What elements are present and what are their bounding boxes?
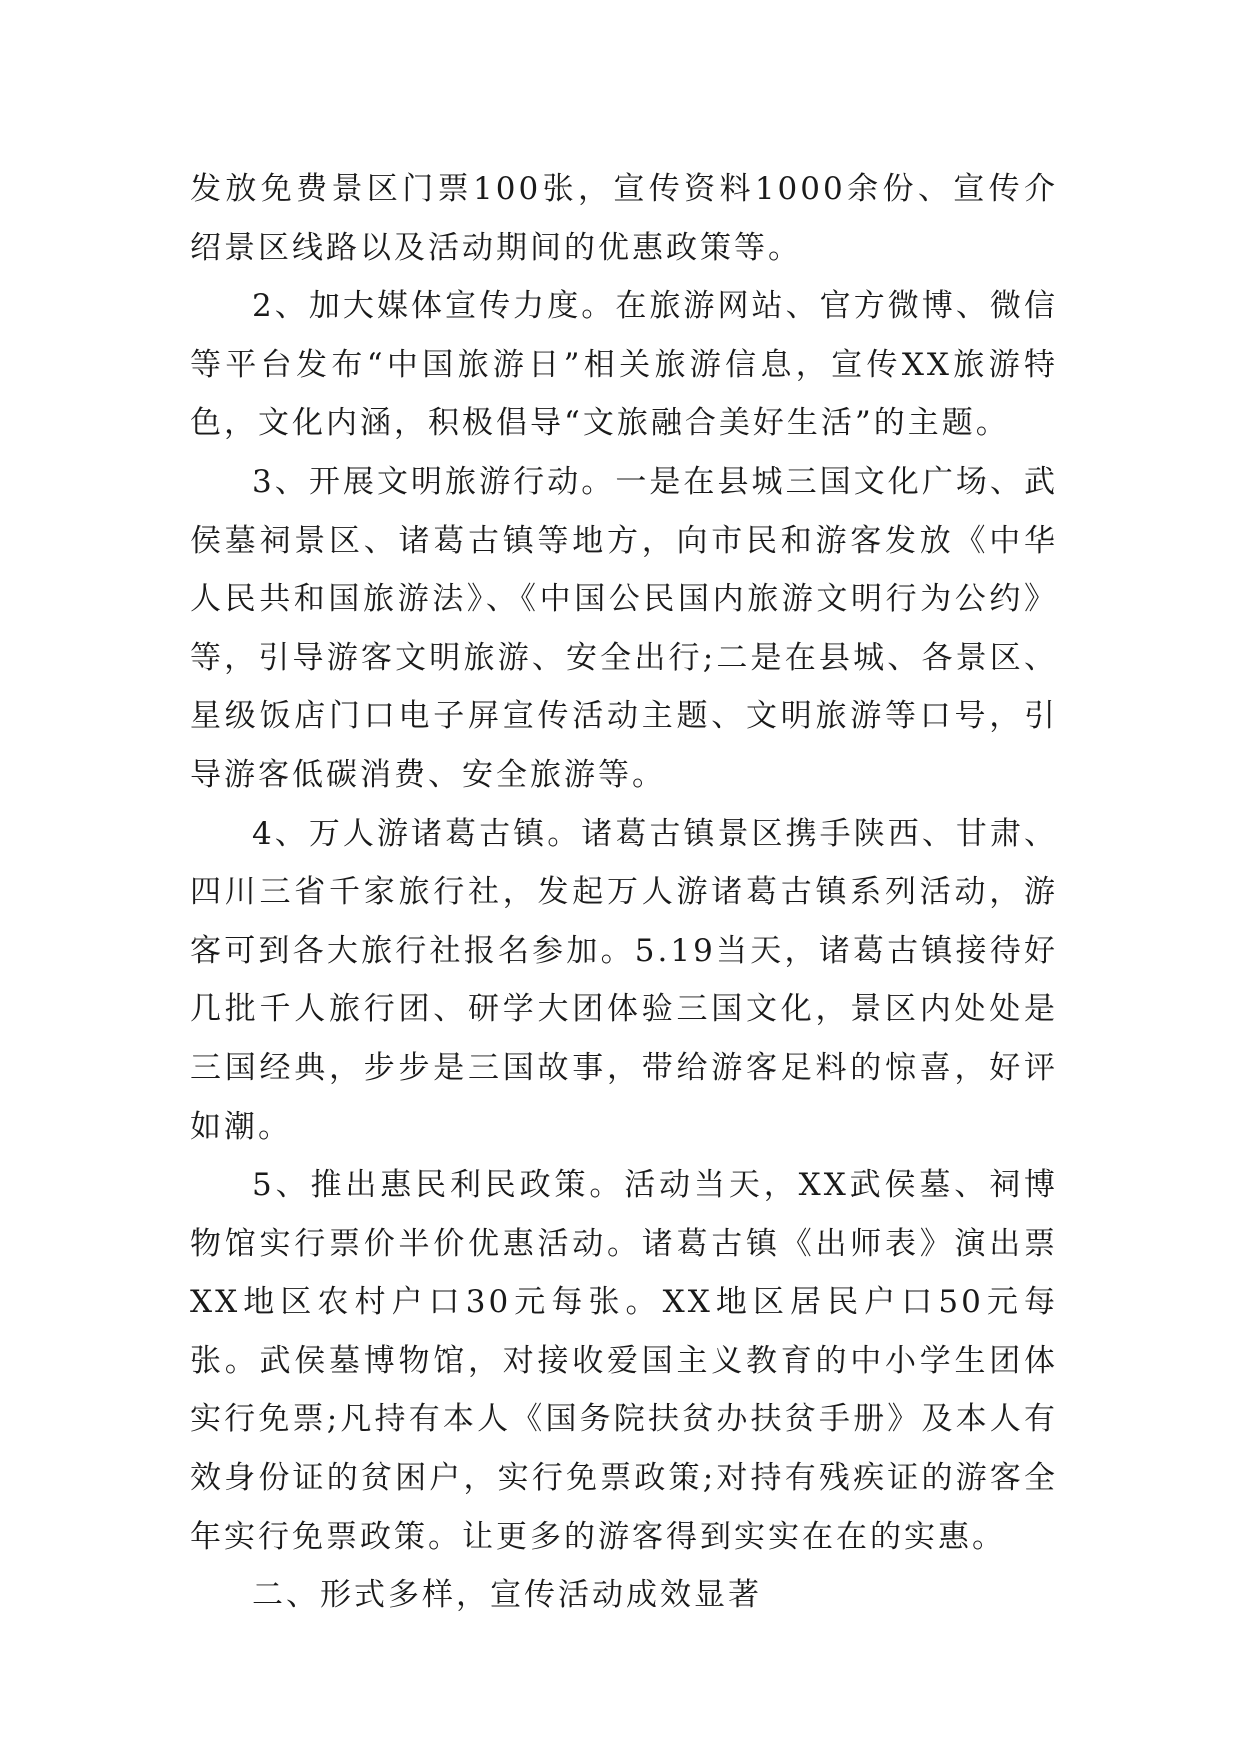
- paragraph-2: 2、加大媒体宣传力度。在旅游网站、官方微博、微信等平台发布“中国旅游日”相关旅游信息，宣传XX旅游特色，文化内涵，积极倡导“文旅融合美好生活”的主题。: [190, 288, 1058, 442]
- paragraph-5: 5、推出惠民利民政策。活动当天，XX武侯墓、祠博物馆实行票价半价优惠活动。诸葛古镇《出师表》演出票XX地区农村户口30元每张。XX地区居民户口50元每张。武侯墓博物馆，对接收爱国主义教育的中小学生团体实行免票;凡持有本人《国务院扶贫办扶贫手册》及本人有效身份证的贫困户，实行免票政策;对持有残疾证的游客全年实行免票政策。让更多的游客得到实实在在的实惠。: [190, 1167, 1058, 1555]
- paragraph-4: 4、万人游诸葛古镇。诸葛古镇景区携手陕西、甘肃、四川三省千家旅行社，发起万人游诸葛古镇系列活动，游客可到各大旅行社报名参加。5.19当天，诸葛古镇接待好几批千人旅行团、研学大团体验三国文化，景区内处处是三国经典，步步是三国故事，带给游客足料的惊喜，好评如潮。: [190, 815, 1058, 1145]
- paragraph-1: 发放免费景区门票100张，宣传资料1000余份、宣传介绍景区线路以及活动期间的优惠政策等。: [190, 171, 1058, 266]
- document-body: [190, 160, 1058, 1625]
- section-heading: 二、形式多样，宣传活动成效显著: [252, 1577, 762, 1614]
- paragraph-3: 3、开展文明旅游行动。一是在县城三国文化广场、武侯墓祠景区、诸葛古镇等地方，向市民和游客发放《中华人民共和国旅游法》、《中国公民国内旅游文明行为公约》等，引导游客文明旅游、安全出行;二是在县城、各景区、星级饭店门口电子屏宣传活动主题、文明旅游等口号，引导游客低碳消费、安全旅游等。: [190, 463, 1058, 793]
